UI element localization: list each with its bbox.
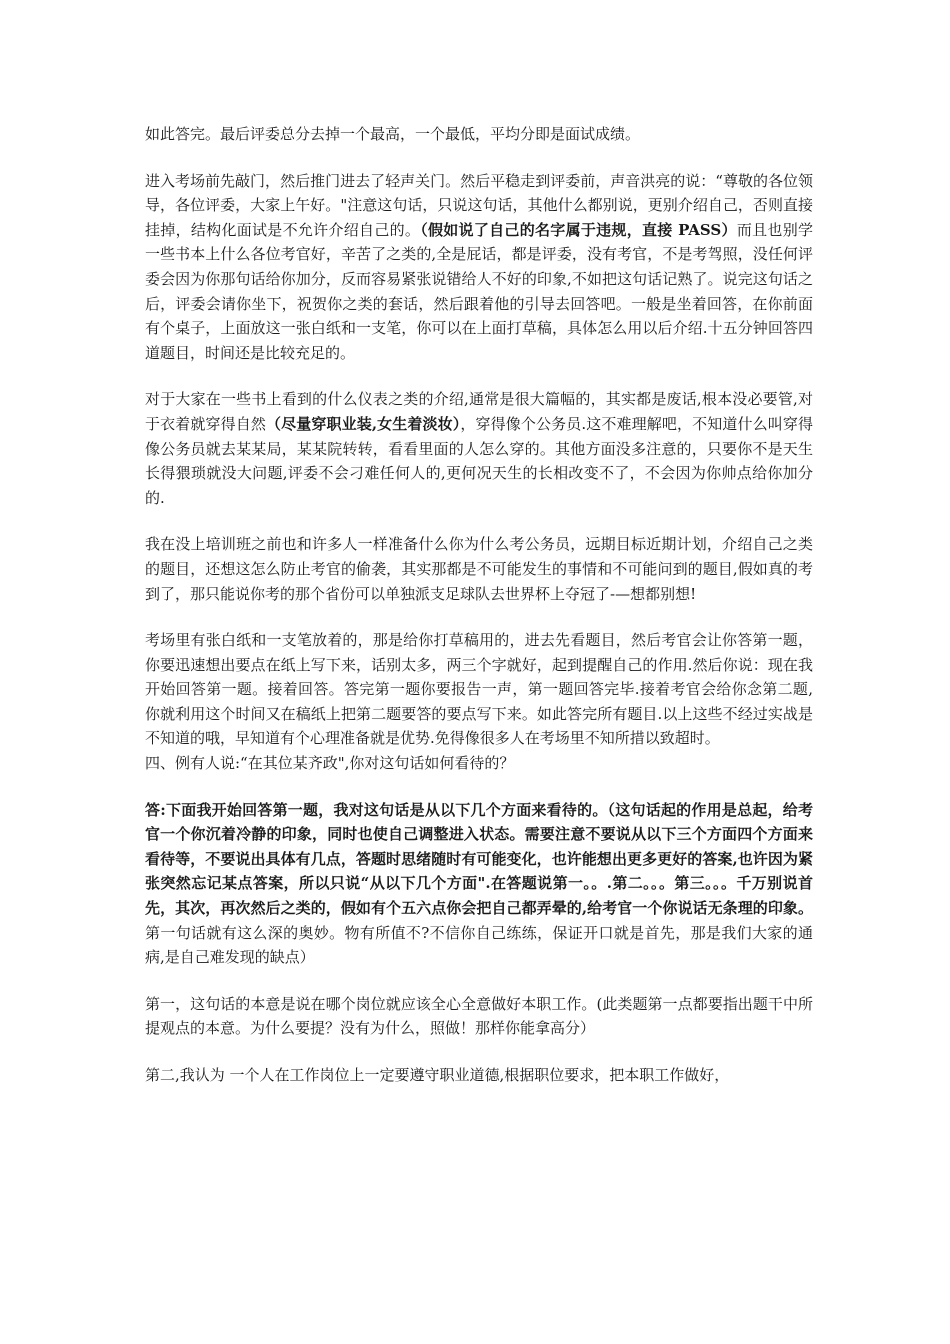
paragraph (145, 532, 813, 606)
text-segment: 如此答完。最后评委总分去掉一个最高，一个最低，平均分即是面试成绩。 (145, 125, 641, 143)
paragraph (145, 169, 813, 366)
text-segment: 四、例有人说:“在其位某齐政",你对这句话如何看待的？ (145, 754, 515, 773)
paragraph (145, 122, 813, 147)
text-segment: 第二,我认为 一个人在工作岗位上一定要遵守职业道德,根据职位要求，把本职工作做好， (145, 1066, 730, 1084)
text-segment: ，穿得像个公务员.这不难理解吧，不知道什么叫穿得像公务员就去某某局，某某院转转，看看里面的人怎么穿的。其他方面没多注意的，只要你不是天生长得猥琐就没大问题,评委不会刁难任何人的,更何况天生的长相改变不了，不会因为你帅点给你加分的. (145, 414, 813, 507)
bold-text-segment: 答:下面我开始回答第一题，我对这句话是从以下几个方面来看待的。（这句话起的作用是总起，给考官一个你沉着冷静的印象，同时也使自己调整进入状态。需要注意不要说从以下三个方面四个方面来看待等，不要说出具体有几点，答题时思绪随时有可能变化，也许能想出更多更好的答案,也许因为紧张突然忘记某点答案，所以只说“从以下几个方面".在答题说第一。。.第二。。。第三。。。千万别说首先，其次，再次然后之类的，假如有个五六点你会把自己都弄晕的,给考官一个你说话无条理的印象。 (145, 800, 813, 918)
document-page (145, 122, 813, 1110)
bold-text-segment: （假如说了自己的名字属于违规，直接 PASS） (420, 220, 737, 239)
text-segment: 进入考场前先敲门，然后推门进去了轻声关门。然后平稳走到评委前，声音洪亮的说：“尊敬的各位领导，各位评委，大家上午好。"注意这句话，只说这句话，其他什么都别说，更别介绍自己，否则直接挂掉，结构化面试是不允许介绍自己的。 (145, 171, 813, 239)
bold-text-segment: （尽量穿职业装,女生着淡妆） (265, 414, 461, 433)
text-segment: 对于大家在一些书上看到的什么仪表之类的介绍,通常是很大篇幅的，其实都是废话,根本没必要管,对于衣着就穿得自然 (145, 390, 813, 433)
paragraph (145, 387, 813, 510)
text-segment: 考场里有张白纸和一支笔放着的，那是给你打草稿用的，进去先看题目，然后考官会让你答第一题，你要迅速想出要点在纸上写下来，话别太多，两三个字就好，起到提醒自己的作用.然后你说：现在我开始回答第一题。接着回答。答完第一题你要报告一声，第一题回答完毕.接着考官会给你念第二题,你就利用这个时间又在稿纸上把第二题要答的要点写下来。如此答完所有题目.以上这些不经过实战是不知道的哦，早知道有个心理准备就是优势.免得像很多人在考场里不知所措以致超时。 (145, 631, 813, 748)
text-segment: 第一，这句话的本意是说在哪个岗位就应该全心全意做好本职工作。(此类题第一点都要指出题干中所提观点的本意。为什么要提？没有为什么，照做！那样你能拿高分） (145, 994, 813, 1038)
text-segment: 第一句话就有这么深的奥妙。物有所值不?不信你自己练练，保证开口就是首先，那是我们大家的通病,是自己难发现的缺点） (145, 923, 813, 967)
text-segment: 而且也别学一些书本上什么各位考官好，辛苦了之类的,全是屁话，都是评委，没有考官，不是考驾照，没任何评委会因为你那句话给你加分，反而容易紧张说错给人不好的印象,不如把这句话记熟了。说完这句话之后，评委会请你坐下，祝贺你之类的套话，然后跟着他的引导去回答吧。一般是坐着回答，在你前面有个桌子，上面放这一张白纸和一支笔，你可以在上面打草稿，具体怎么用以后介绍.十五分钟回答四道题目，时间还是比较充足的。 (145, 220, 813, 362)
paragraph (145, 992, 813, 1041)
paragraph (145, 751, 813, 776)
text-segment: 我在没上培训班之前也和许多人一样准备什么你为什么考公务员，远期目标近期计划，介绍自己之类的题目，还想这怎么防止考官的偷袭，其实那都是不可能发生的事情和不可能问到的题目,假如真的考到了，那只能说你考的那个省份可以单独派支足球队去世界杯上夺冠了-—想都别想! (145, 535, 813, 603)
paragraph (145, 798, 813, 970)
paragraph (145, 628, 813, 751)
paragraph (145, 1063, 813, 1088)
